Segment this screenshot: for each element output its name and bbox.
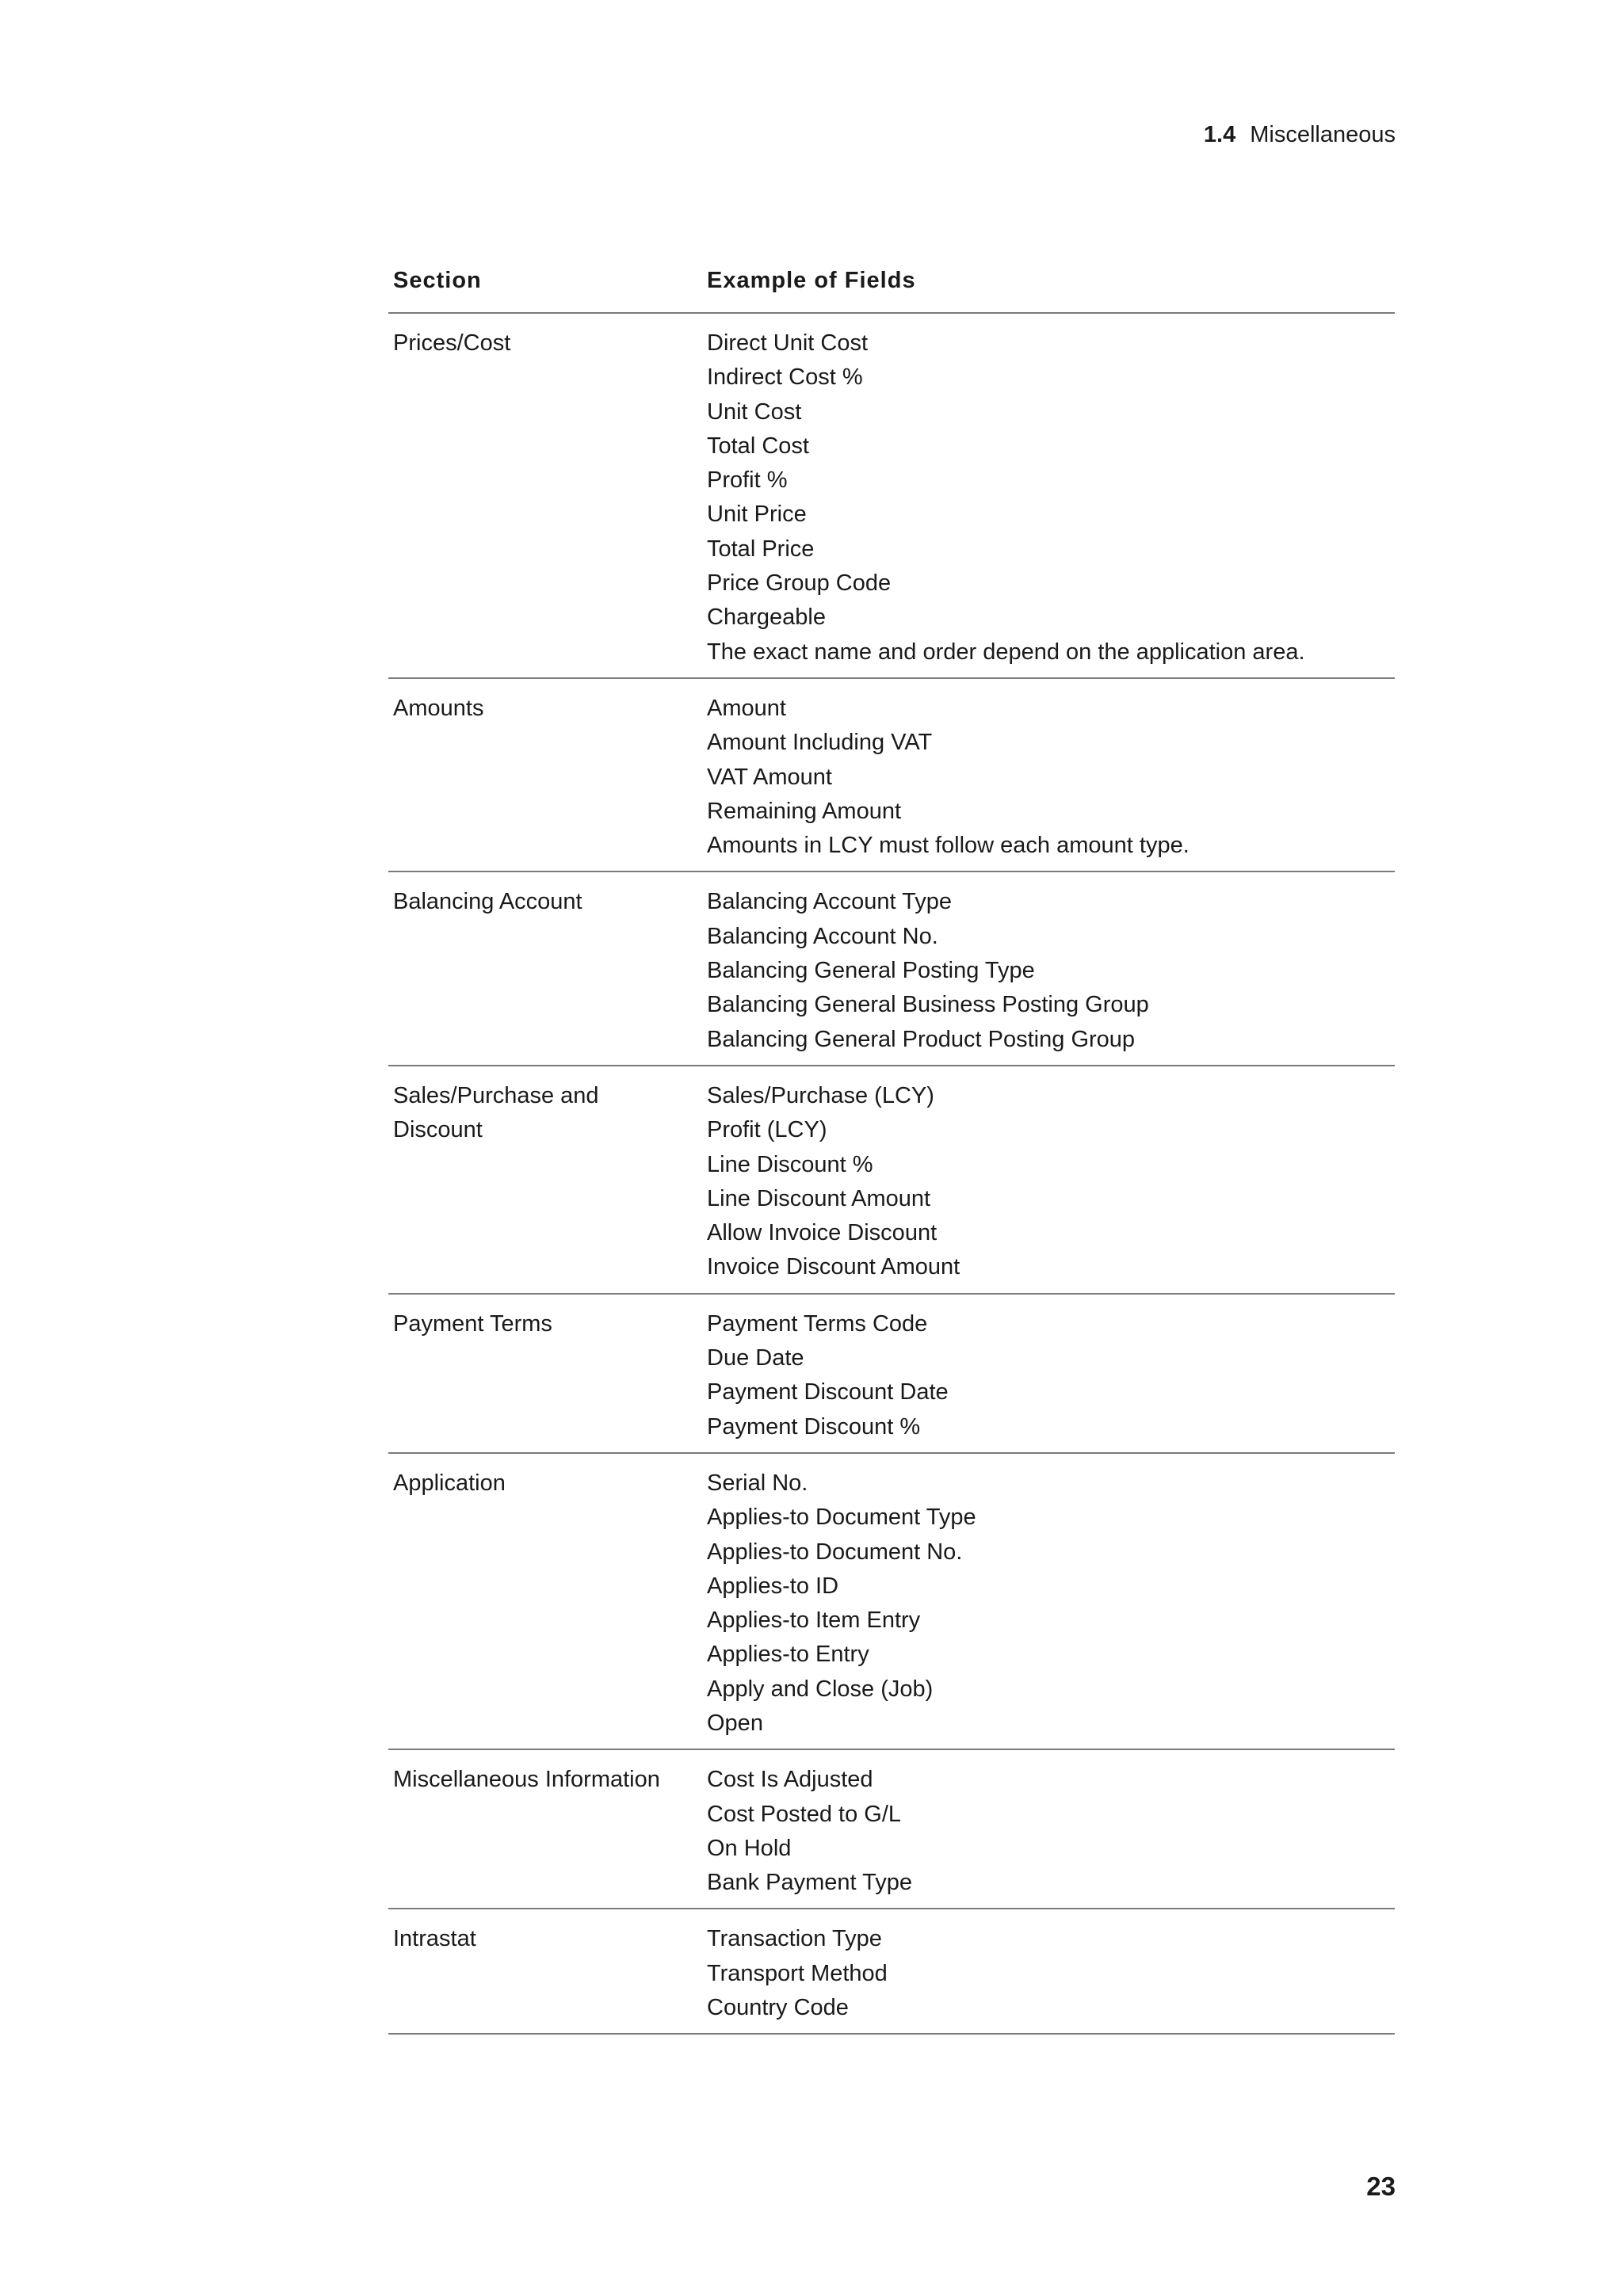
fields-table xyxy=(388,261,1395,2035)
column-header-fields: Example of Fields xyxy=(702,261,1395,313)
field-name: Allow Invoice Discount xyxy=(707,1220,938,1246)
field-name: Applies-to ID xyxy=(707,1573,839,1599)
section-name: Intrastat xyxy=(388,1909,702,2034)
section-name: Application xyxy=(388,1453,702,1749)
table-row xyxy=(388,1066,1395,1294)
field-name: Balancing General Business Posting Group xyxy=(707,992,1149,1018)
field-name: Total Price xyxy=(707,536,815,562)
field-name: Balancing General Posting Type xyxy=(707,958,1035,984)
field-name: Line Discount % xyxy=(707,1151,873,1177)
field-name: Sales/Purchase (LCY) xyxy=(707,1082,934,1108)
section-name: Amounts xyxy=(388,678,702,871)
section-name: Miscellaneous Information xyxy=(388,1749,702,1909)
section-name: Sales/Purchase and Discount xyxy=(388,1066,702,1294)
field-list xyxy=(702,313,1395,678)
field-name: The exact name and order depend on the application area. xyxy=(707,639,1305,665)
field-name: VAT Amount xyxy=(707,764,832,790)
field-name: Total Cost xyxy=(707,433,809,459)
field-name: Country Code xyxy=(707,1995,849,2021)
field-name: Direct Unit Cost xyxy=(707,330,869,356)
section-name: Balancing Account xyxy=(388,871,702,1065)
field-name: Cost Is Adjusted xyxy=(707,1767,873,1793)
field-name: Transaction Type xyxy=(707,1926,882,1952)
column-header-section: Section xyxy=(388,261,702,313)
field-name: Payment Terms Code xyxy=(707,1310,928,1337)
field-list xyxy=(702,678,1395,871)
field-name: Balancing Account No. xyxy=(707,923,938,949)
field-name: Unit Price xyxy=(707,502,807,528)
field-name: Remaining Amount xyxy=(707,798,902,824)
field-name: Balancing General Product Posting Group xyxy=(707,1026,1136,1052)
field-name: Amount Including VAT xyxy=(707,730,933,756)
field-name: Due Date xyxy=(707,1345,804,1371)
section-name: Payment Terms xyxy=(388,1294,702,1453)
field-name: Price Group Code xyxy=(707,570,892,597)
field-name: Applies-to Document No. xyxy=(707,1539,963,1565)
field-name: Open xyxy=(707,1710,763,1736)
field-name: Amount xyxy=(707,695,786,721)
table-row xyxy=(388,1909,1395,2034)
field-name: Applies-to Item Entry xyxy=(707,1608,921,1634)
table-header-row xyxy=(388,261,1395,313)
field-name: Amounts in LCY must follow each amount type. xyxy=(707,833,1190,859)
field-name: Applies-to Document Type xyxy=(707,1505,976,1531)
field-list xyxy=(702,1749,1395,1909)
field-list xyxy=(702,1294,1395,1453)
field-name: Serial No. xyxy=(707,1470,808,1496)
field-list xyxy=(702,871,1395,1065)
section-number: 1.4 xyxy=(1203,122,1236,147)
running-header xyxy=(1204,120,1396,149)
field-list xyxy=(702,1909,1395,2034)
field-list xyxy=(702,1453,1395,1749)
field-name: Profit (LCY) xyxy=(707,1117,827,1143)
section-name: Prices/Cost xyxy=(388,313,702,678)
field-name: Invoice Discount Amount xyxy=(707,1254,960,1280)
field-name: Apply and Close (Job) xyxy=(707,1676,934,1702)
field-name: Cost Posted to G/L xyxy=(707,1801,902,1827)
table-row xyxy=(388,1453,1395,1749)
section-title: Miscellaneous xyxy=(1250,122,1396,147)
field-name: Bank Payment Type xyxy=(707,1870,913,1896)
table-row xyxy=(388,871,1395,1065)
table-row xyxy=(388,678,1395,871)
field-name: Indirect Cost % xyxy=(707,364,863,391)
page-number: 23 xyxy=(1366,2172,1396,2201)
field-name: Transport Method xyxy=(707,1960,888,1986)
table-row xyxy=(388,1749,1395,1909)
table-row xyxy=(388,313,1395,678)
field-name: Line Discount Amount xyxy=(707,1185,931,1211)
field-name: On Hold xyxy=(707,1835,792,1861)
field-name: Payment Discount Date xyxy=(707,1379,949,1405)
field-name: Profit % xyxy=(707,467,788,494)
field-name: Balancing Account Type xyxy=(707,889,953,915)
field-name: Payment Discount % xyxy=(707,1413,921,1440)
field-list xyxy=(702,1066,1395,1294)
field-name: Applies-to Entry xyxy=(707,1642,869,1668)
table-body xyxy=(388,313,1395,2034)
field-name: Unit Cost xyxy=(707,399,802,425)
field-name: Chargeable xyxy=(707,605,826,631)
table-row xyxy=(388,1294,1395,1453)
